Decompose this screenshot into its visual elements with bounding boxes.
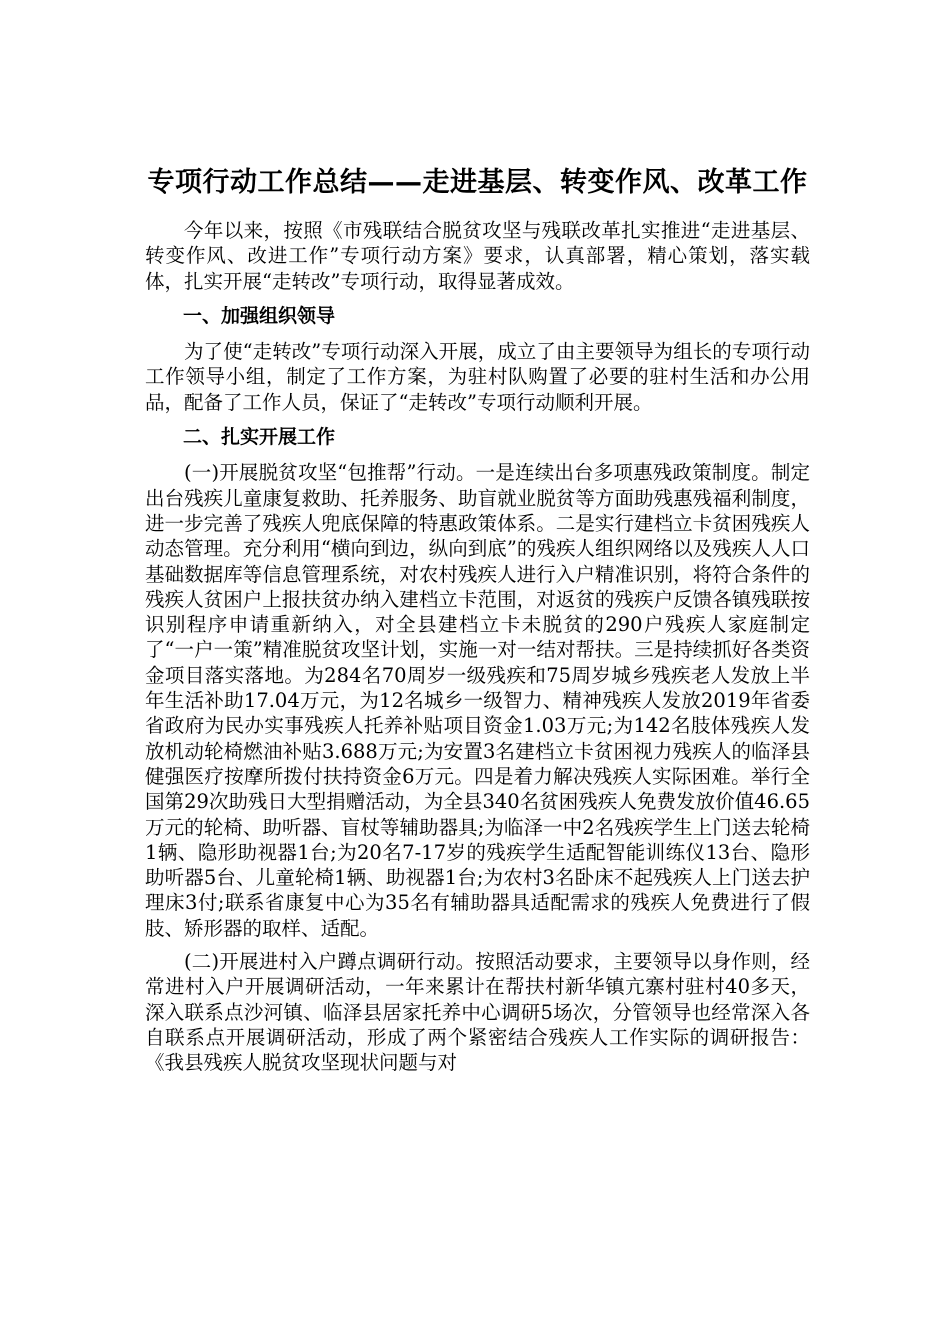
document-title: 专项行动工作总结——走进基层、转变作风、改革工作 [147, 167, 808, 198]
section-organization-body: 为了使“走转改”专项行动深入开展，成立了由主要领导为组长的专项行动工作领导小组，制定了工作方案，为驻村队购置了必要的驻村生活和办公用品，配备了工作人员，保证了“走转改”专项行动顺利开展。 [145, 340, 810, 414]
document-page [145, 160, 810, 1086]
section-heading-work: 二、扎实开展工作 [183, 426, 336, 449]
section-heading-organization: 一、加强组织领导 [183, 304, 336, 327]
section-work-item-research: (二)开展进村入户蹲点调研行动。按照活动要求，主要领导以身作则，经常进村入户开展调研活动，一年来累计在帮扶村新华镇亢寨村驻村40多天，深入联系点沙河镇、临泽县居家托养中心调研5场次，分管领导也经常深入各自联系点开展调研活动，形成了两个紧密结合残疾人工作实际的调研报告：《我县残疾人脱贫攻坚现状问题与对 [145, 950, 810, 1075]
intro-paragraph: 今年以来，按照《市残联结合脱贫攻坚与残联改革扎实推进“走进基层、转变作风、改进工作”专项行动方案》要求，认真部署，精心策划，落实载体，扎实开展“走转改”专项行动，取得显著成效。 [145, 219, 810, 293]
section-work-item-poverty: (一)开展脱贫攻坚“包推帮”行动。一是连续出台多项惠残政策制度。制定出台残疾儿童康复救助、托养服务、助盲就业脱贫等方面助残惠残福利制度，进一步完善了残疾人兜底保障的特惠政策体系。二是实行建档立卡贫困残疾人动态管理。充分利用“横向到边，纵向到底”的残疾人组织网络以及残疾人人口基础数据库等信息管理系统，对农村残疾人进行入户精准识别，将符合条件的残疾人贫困户上报扶贫办纳入建档立卡范围，对返贫的残疾户反馈各镇残联按识别程序申请重新纳入，对全县建档立卡未脱贫的290户残疾人家庭制定了“一户一策”精准脱贫攻坚计划，实施一对一结对帮扶。三是持续抓好各类资金项目落实落地。为284名70周岁一级残疾和75周岁城乡残疾老人发放上半年生活补助17.04万元，为12名城乡一级智力、精神残疾人发放2019年省委省政府为民办实事残疾人托养补贴项目资金1.03万元;为142名肢体残疾人发放机动轮椅燃油补贴3.688万元;为安置3名建档立卡贫困视力残疾人的临泽县健强医疗按摩所拨付扶持资金6万元。四是着力解决残疾人实际困难。举行全国第29次助残日大型捐赠活动，为全县340名贫困残疾人免费发放价值46.65万元的轮椅、助听器、盲杖等辅助器具;为临泽一中2名残疾学生上门送去轮椅1辆、隐形助视器1台;为20名7-17岁的残疾学生适配智能训练仪13台、隐形助听器5台、儿童轮椅1辆、助视器1台;为农村3名卧床不起残疾人上门送去护理床3付;联系省康复中心为35名有辅助器具适配需求的残疾人免费进行了假肢、矫形器的取样、适配。 [145, 461, 810, 940]
